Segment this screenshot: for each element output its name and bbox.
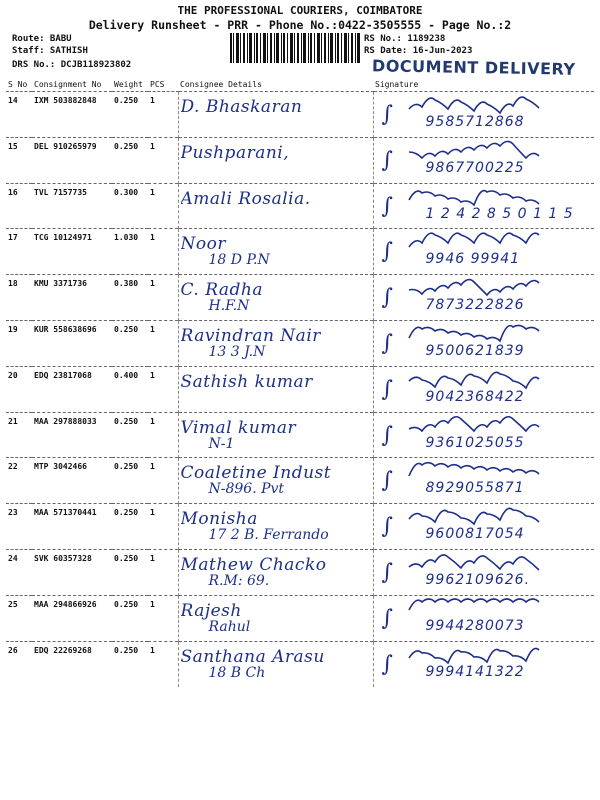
table-row — [6, 229, 594, 275]
signature-cell — [373, 412, 594, 458]
consignee-cell — [178, 275, 373, 321]
pcs-cell: 1 — [148, 320, 178, 366]
signature-phone-number: 9585712868 — [425, 114, 525, 130]
signature-phone-number: 1 2 4 2 8 5 0 1 1 5 — [425, 205, 574, 222]
signature-cell — [373, 366, 594, 412]
consignment-cell: EDQ 22269268 — [32, 641, 112, 687]
weight-cell: 0.250 — [112, 92, 148, 138]
table-row — [6, 183, 594, 229]
table-row — [6, 92, 594, 138]
signature-cell — [373, 641, 594, 687]
signature-cell — [373, 549, 594, 595]
consignee-cell — [178, 595, 373, 641]
weight-cell: 0.250 — [112, 549, 148, 595]
pcs-cell: 1 — [148, 458, 178, 504]
signature-phone-number: 9962109626. — [425, 571, 531, 588]
weight-cell: 0.250 — [112, 595, 148, 641]
consignee-address: H.F.N — [208, 299, 250, 315]
signature-mark-icon: ∫ — [381, 330, 393, 356]
consignment-cell: KUR 558638696 — [32, 320, 112, 366]
signature-phone-number: 9042368422 — [425, 388, 525, 405]
pcs-cell: 1 — [148, 595, 178, 641]
signature-mark-icon: ∫ — [381, 102, 393, 127]
consignee-name: D. Bhaskaran — [180, 98, 303, 116]
consignee-name: Santhana Arasu — [180, 647, 325, 666]
consignment-cell: TCG 10124971 — [32, 229, 112, 275]
runsheet-table — [6, 77, 594, 687]
pcs-cell: 1 — [148, 275, 178, 321]
consignment-cell: MAA 297888033 — [32, 412, 112, 458]
consignment-cell: DEL 910265979 — [32, 137, 112, 183]
signature-mark-icon: ∫ — [381, 239, 393, 265]
pcs-cell: 1 — [148, 641, 178, 687]
signature-mark-icon: ∫ — [381, 285, 393, 311]
table-row — [6, 320, 594, 366]
sno-cell: 25 — [6, 595, 32, 641]
table-row — [6, 275, 594, 321]
consignee-cell — [178, 458, 373, 504]
signature-phone-number: 9867700225 — [425, 159, 525, 176]
weight-cell: 1.030 — [112, 229, 148, 275]
signature-mark-icon: ∫ — [381, 514, 393, 540]
table-row — [6, 595, 594, 641]
consignee-address: 17 2 B. Ferrando — [208, 528, 329, 544]
consignee-name: Noor — [180, 235, 226, 254]
consignee-address: 18 D P.N — [208, 253, 270, 269]
signature-mark-icon: ∫ — [381, 193, 393, 219]
document-delivery-stamp: DOCUMENT DELIVERY — [371, 56, 576, 79]
pcs-cell: 1 — [148, 137, 178, 183]
pcs-cell: 1 — [148, 412, 178, 458]
consignment-cell: KMU 3371736 — [32, 275, 112, 321]
sno-cell: 23 — [6, 504, 32, 550]
consignment-cell: TVL 7157735 — [32, 183, 112, 229]
pcs-cell: 1 — [148, 366, 178, 412]
sno-cell: 21 — [6, 412, 32, 458]
sno-cell: 24 — [6, 549, 32, 595]
sno-cell: 18 — [6, 275, 32, 321]
consignee-cell — [178, 183, 373, 229]
signature-cell — [373, 320, 594, 366]
drs-number: DRS No.: DCJB118923802 — [12, 60, 132, 70]
consignment-cell: MAA 294866926 — [32, 595, 112, 641]
table-row — [6, 412, 594, 458]
consignment-cell: SVK 60357328 — [32, 549, 112, 595]
signature-cell — [373, 137, 594, 183]
col-header-consignment: Consignment No — [32, 77, 112, 92]
consignee-cell — [178, 366, 373, 412]
signature-cell — [373, 504, 594, 550]
consignee-address: Rahul — [208, 619, 251, 635]
sno-cell: 15 — [6, 137, 32, 183]
pcs-cell: 1 — [148, 92, 178, 138]
signature-mark-icon: ∫ — [381, 422, 393, 448]
consignment-cell: IXM 503882848 — [32, 92, 112, 138]
rs-date: RS Date: 16-Jun-2023 — [364, 46, 473, 56]
consignee-name: C. Radha — [180, 281, 264, 300]
signature-mark-icon: ∫ — [381, 468, 393, 494]
runsheet-rows — [6, 92, 594, 687]
consignee-address: 18 B Ch — [208, 665, 266, 681]
signature-mark-icon: ∫ — [381, 651, 393, 677]
pcs-cell: 1 — [148, 229, 178, 275]
signature-cell — [373, 229, 594, 275]
consignee-cell — [178, 92, 373, 138]
weight-cell: 0.250 — [112, 641, 148, 687]
weight-cell: 0.250 — [112, 458, 148, 504]
consignee-name: Monisha — [180, 510, 258, 529]
table-row — [6, 137, 594, 183]
sno-cell: 26 — [6, 641, 32, 687]
col-header-sno: S No — [6, 77, 32, 92]
consignment-cell: MTP 3042466 — [32, 458, 112, 504]
consignee-cell — [178, 412, 373, 458]
weight-cell: 0.300 — [112, 183, 148, 229]
consignment-cell: MAA 571370441 — [32, 504, 112, 550]
signature-cell — [373, 183, 594, 229]
consignee-cell — [178, 229, 373, 275]
col-header-weight: Weight — [112, 77, 148, 92]
signature-mark-icon: ∫ — [381, 376, 393, 402]
col-header-pcs: PCS — [148, 77, 178, 92]
consignee-cell — [178, 549, 373, 595]
sno-cell: 19 — [6, 320, 32, 366]
table-row — [6, 549, 594, 595]
table-row — [6, 458, 594, 504]
consignee-cell — [178, 320, 373, 366]
consignee-address: R.M: 69. — [208, 573, 270, 589]
weight-cell: 0.380 — [112, 275, 148, 321]
signature-mark-icon: ∫ — [381, 559, 393, 585]
runsheet-subtitle: Delivery Runsheet - PRR - Phone No.:0422-3505555 - Page No.:2 — [88, 18, 512, 32]
consignee-name: Sathish kumar — [180, 372, 313, 391]
weight-cell: 0.250 — [112, 137, 148, 183]
signature-cell — [373, 458, 594, 504]
table-row — [6, 504, 594, 550]
consignee-cell — [178, 137, 373, 183]
consignee-address: N-1 — [208, 436, 235, 452]
consignee-name: Rajesh — [180, 601, 242, 620]
weight-cell: 0.250 — [112, 504, 148, 550]
signature-cell — [373, 275, 594, 321]
weight-cell: 0.400 — [112, 366, 148, 412]
weight-cell: 0.250 — [112, 412, 148, 458]
consignee-name: Ravindran Nair — [180, 326, 321, 345]
consignee-name: Amali Rosalia. — [180, 189, 311, 208]
sno-cell: 22 — [6, 458, 32, 504]
signature-cell — [373, 595, 594, 641]
consignee-address: N-896. Pvt — [208, 482, 285, 498]
table-header-row — [6, 77, 594, 92]
sno-cell: 14 — [6, 92, 32, 138]
signature-phone-number: 7873222826 — [425, 297, 525, 314]
staff-label: Staff: SATHISH — [12, 46, 88, 56]
signature-mark-icon: ∫ — [381, 605, 393, 631]
signature-phone-number: 9600817054 — [425, 526, 525, 543]
pcs-cell: 1 — [148, 549, 178, 595]
sno-cell: 20 — [6, 366, 32, 412]
consignee-name: Vimal kumar — [180, 418, 297, 437]
consignee-cell — [178, 504, 373, 550]
consignee-name: Mathew Chacko — [180, 555, 327, 574]
sno-cell: 16 — [6, 183, 32, 229]
rs-number: RS No.: 1189238 — [364, 34, 446, 44]
sno-cell: 17 — [6, 229, 32, 275]
weight-cell: 0.250 — [112, 320, 148, 366]
col-header-signature: Signature — [373, 77, 594, 92]
consignee-cell — [178, 641, 373, 687]
company-title: THE PROFESSIONAL COURIERS, COIMBATORE — [177, 4, 423, 17]
col-header-consignee: Consignee Details — [178, 77, 373, 92]
consignment-cell: EDQ 23817068 — [32, 366, 112, 412]
signature-phone-number: 9946 99941 — [425, 251, 521, 268]
signature-phone-number: 8929055871 — [425, 480, 525, 497]
pcs-cell: 1 — [148, 504, 178, 550]
consignee-address: 13 3 J.N — [208, 344, 266, 360]
signature-phone-number: 9361025055 — [425, 434, 525, 451]
barcode-image — [230, 33, 360, 63]
consignee-name: Pushparani, — [180, 143, 290, 162]
signature-cell — [373, 92, 594, 138]
signature-phone-number: 9500621839 — [425, 342, 525, 359]
signature-phone-number: 9994141322 — [425, 663, 525, 680]
table-row — [6, 641, 594, 687]
table-row — [6, 366, 594, 412]
route-label: Route: BABU — [12, 34, 72, 44]
signature-phone-number: 9944280073 — [425, 617, 525, 634]
signature-mark-icon: ∫ — [381, 147, 393, 173]
consignee-name: Coaletine Indust — [180, 464, 332, 483]
pcs-cell: 1 — [148, 183, 178, 229]
